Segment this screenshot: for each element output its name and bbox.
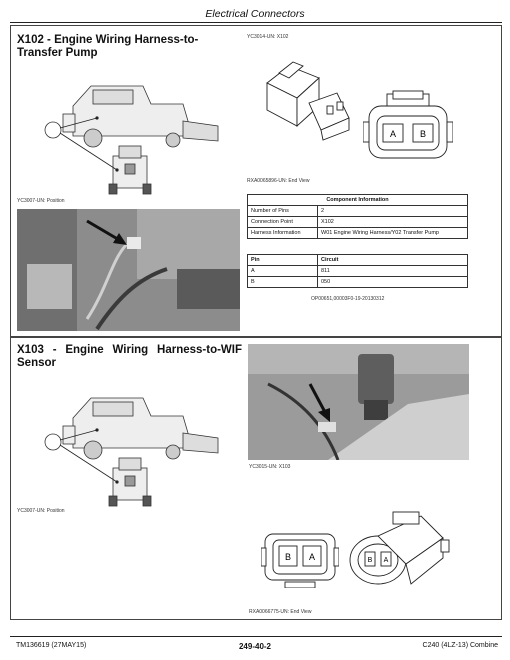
connector-drawing bbox=[249, 48, 359, 148]
section-x103 bbox=[10, 337, 502, 620]
photo-caption: YC3015-UN: X103 bbox=[249, 464, 291, 470]
section-title: X102 - Engine Wiring Harness-to-Transfer Pump bbox=[17, 34, 199, 59]
section-x102 bbox=[10, 25, 502, 337]
footer-page-number: 249-40-2 bbox=[238, 642, 272, 651]
connector-drawing bbox=[343, 498, 453, 598]
table-row: Harness Information W01 Engine Wiring Harness/Y02 Transfer Pump bbox=[248, 228, 468, 239]
combine-diagram bbox=[33, 378, 223, 508]
position-photo bbox=[17, 209, 240, 331]
pin-label-a: A bbox=[389, 129, 397, 139]
position-caption: YC3007-UN: Position bbox=[17, 198, 65, 204]
end-view-caption: RXA0065896-UN: End View bbox=[247, 178, 310, 184]
circuit-header: Circuit bbox=[318, 255, 468, 266]
footer-product: C240 (4LZ-13) Combine bbox=[422, 642, 498, 649]
footer-doc-number: TM136619 (27MAY15) bbox=[16, 642, 87, 649]
table-heading: Component Information bbox=[248, 195, 468, 206]
table-row: A 811 bbox=[248, 266, 468, 277]
end-view-caption: RXA0066775-UN: End View bbox=[249, 609, 312, 615]
component-info-table bbox=[247, 194, 468, 239]
table-row: B 050 bbox=[248, 277, 468, 288]
doc-id: OP00651,00003F0-19-20130312 bbox=[311, 296, 385, 302]
combine-diagram bbox=[33, 66, 223, 196]
page-header: Electrical Connectors bbox=[205, 8, 305, 20]
position-caption: YC3007-UN: Position bbox=[17, 508, 65, 514]
pin-label-b: B bbox=[419, 129, 427, 139]
end-view-drawing bbox=[363, 90, 453, 168]
connector-caption: YC3014-UN: X102 bbox=[247, 34, 289, 40]
section-title: X103 - Engine Wiring Harness-to-WIF Sensor bbox=[17, 344, 242, 369]
footer-rule bbox=[10, 636, 502, 637]
pin-label-b: B bbox=[284, 552, 292, 562]
header-rule bbox=[10, 22, 502, 23]
table-row: Number of Pins 2 bbox=[248, 206, 468, 217]
table-row: Connection Point X102 bbox=[248, 217, 468, 228]
pin-header: Pin bbox=[248, 255, 318, 266]
pin-label-b: B bbox=[367, 557, 373, 564]
pin-circuit-table bbox=[247, 254, 468, 288]
pin-label-a: A bbox=[308, 552, 316, 562]
callout-circle bbox=[45, 122, 61, 138]
callout-circle bbox=[45, 434, 61, 450]
sensor-photo bbox=[248, 344, 469, 460]
end-view-drawing bbox=[261, 526, 339, 588]
pin-label-a: A bbox=[383, 557, 389, 564]
